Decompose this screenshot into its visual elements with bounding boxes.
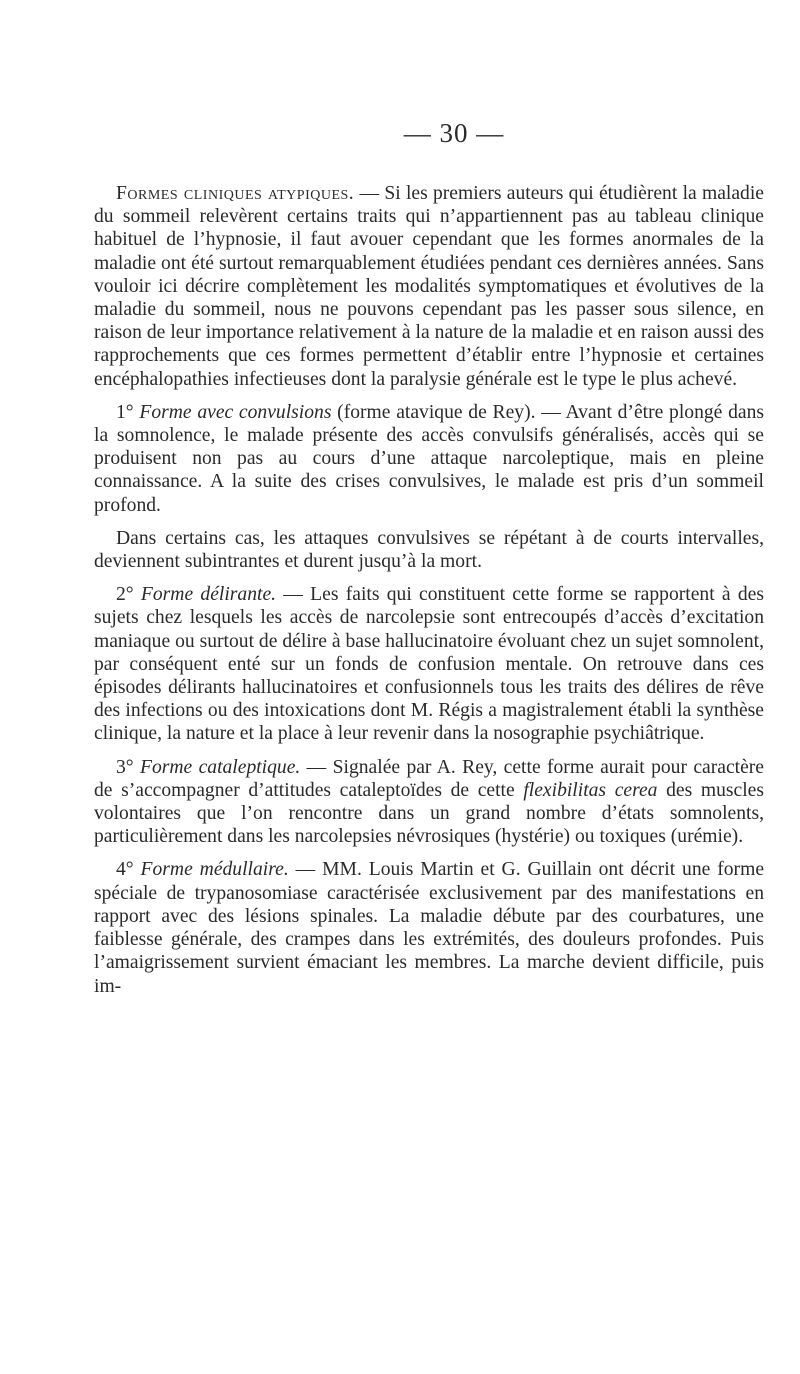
paragraph-body: Si les premiers auteurs qui étudièrent la maladie du sommeil relevèrent certains traits qui n’appartiennent pas au tableau clinique habituel de l’hypnosie, il faut avouer cependant que les formes anormales de la maladie ont été surtout remarquablement étudiées pendant ces dernières années. Sans vouloir ici décrire complètement les modalités symptomatiques et évolutives de la maladie du sommeil, nous ne pouvons cependant pas les passer sous silence, en raison de leur importance relativement à la nature de la maladie et en raison aussi des rapprochements que ces formes permettent d’établir entre l’hypnosie et certaines encéphalopathies infectieuses dont la paralysie générale est le type le plus achevé. (94, 183, 764, 390)
form-title-note: (forme atavique de Rey). (331, 401, 536, 423)
paragraph-medullary-form (94, 858, 764, 997)
item-number: 3° (116, 756, 140, 778)
section-heading: Formes cliniques atypiques. (116, 183, 355, 204)
dash-separator: — (276, 584, 311, 606)
latin-term: flexibilitas cerea (523, 779, 658, 801)
item-number: 4° (116, 859, 141, 881)
paragraph-body-start: Signalée par A. Rey, cette forme aurait pour caractère de s’accompagner d’attitudes cataleptoïdes de cette (94, 756, 765, 801)
paragraph-atypical-forms (94, 182, 764, 391)
paragraph-body: MM. Louis Martin et G. Guillain ont décrit une forme spéciale de trypanosomiase caractérisée exclusivement par des manifestations en rapport avec des lésions spinales. La maladie débute par des courbatures, une faiblesse générale, des crampes dans les extrémités, des douleurs profondes. Puis l’amaigrissement survient émaciant les membres. La marche devient difficile, puis im- (94, 859, 765, 997)
paragraph-delirious-form (94, 583, 764, 745)
dash-separator: — (300, 756, 333, 778)
paragraph-body: Dans certains cas, les attaques convulsives se répétant à de courts intervalles, deviennent subintrantes et durent jusqu’à la mort. (94, 527, 764, 573)
form-title: Forme avec convulsions (139, 401, 332, 423)
page-number: — 30 — (403, 118, 505, 148)
paragraph-convulsive-form (94, 401, 764, 517)
dash-separator: — (354, 183, 385, 204)
form-title: Forme médullaire. (140, 859, 289, 881)
form-title: Forme délirante. (140, 584, 277, 606)
paragraph-body-end: des muscles volontaires que l’on rencontre dans un grand nombre d’états somnolents, particulièrement dans les narcolepsies névrosiques (hystérie) ou toxiques (urémie). (94, 779, 764, 848)
paragraph-convulsive-continuation (94, 527, 764, 573)
paragraph-body: Avant d’être plongé dans la somnolence, le malade présente des accès convulsifs généralisés, accès qui se produisent non pas au cours d’une attaque narcoleptique, mais en pleine connaissance. A la suite des crises convulsives, le malade est pris d’un sommeil profond. (94, 401, 765, 516)
dash-separator: — (535, 401, 566, 423)
dash-separator: — (288, 859, 323, 881)
paragraph-cataleptic-form (94, 756, 764, 849)
item-number: 2° (116, 584, 141, 606)
form-title: Forme cataleptique. (139, 756, 301, 778)
paragraph-body: Les faits qui constituent cette forme se rapportent à des sujets chez lesquels les accès de narcolepsie sont entrecoupés d’accès d’excitation maniaque ou surtout de délire à base hallucinatoire évoluant chez un sujet somnolent, par conséquent enté sur un fonds de confusion mentale. On retrouve dans ces épisodes délirants hallucinatoires et confusionnels tous les traits des délires de rêve des infections ou des intoxications dont M. Régis a magistralement établi la synthèse clinique, la nature et la place à leur revenir dans la nosographie psychiâtrique. (94, 584, 765, 745)
item-number: 1° (116, 401, 140, 423)
